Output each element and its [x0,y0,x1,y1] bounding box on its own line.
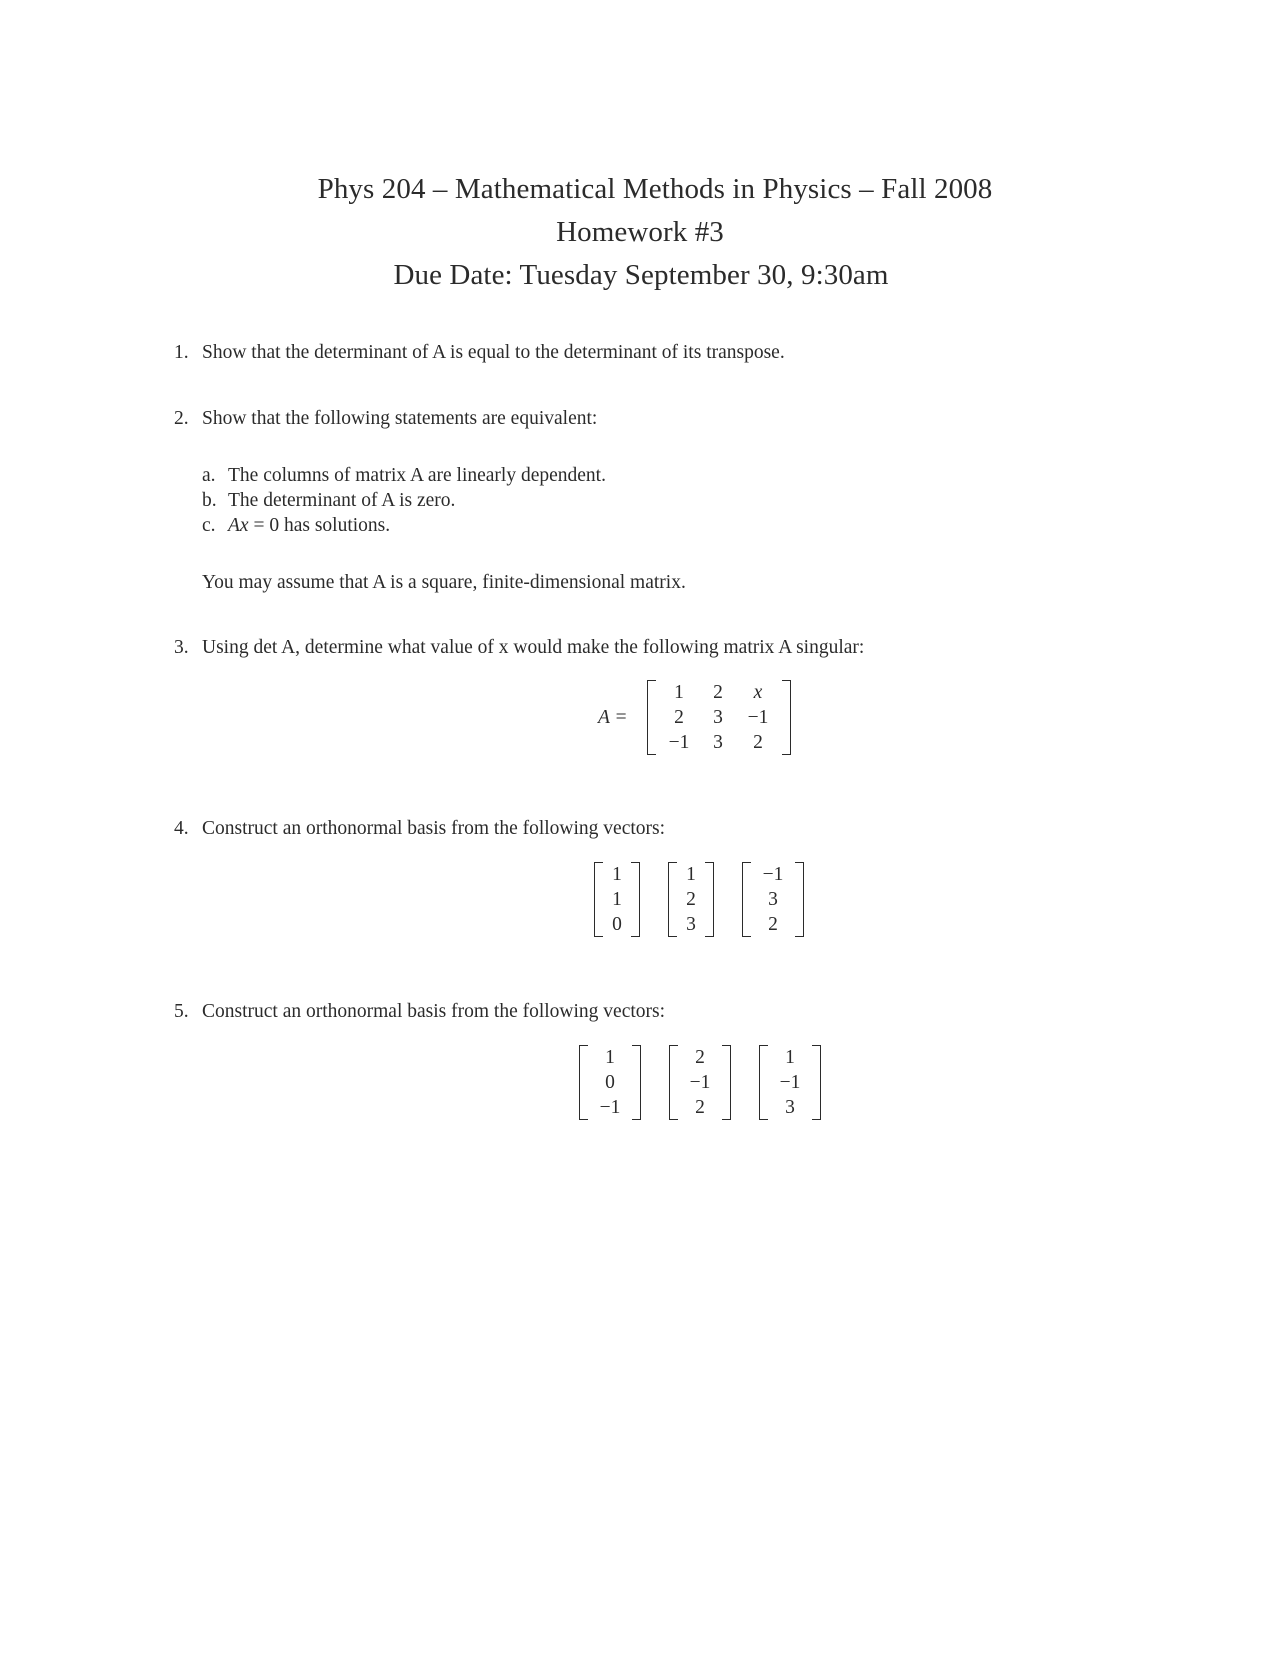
vector-entry: 2 [686,889,696,910]
vector-entry: 1 [612,864,622,885]
vector-body [677,862,705,937]
problem-3 [174,635,864,660]
matrix-cell: 2 [674,707,684,728]
vector-entry: 3 [686,914,696,935]
left-bracket [668,862,677,937]
vector-4-1 [594,862,640,937]
vector-4-3 [742,862,804,937]
matrix-cell: −1 [747,707,769,728]
vector-4-2 [668,862,714,937]
right-bracket [812,1045,821,1120]
vector-entry: 1 [785,1047,795,1068]
problem-number: 1. [174,342,189,363]
vector-entry: 0 [612,914,622,935]
right-bracket [722,1045,731,1120]
matrix-cell: x [753,682,763,703]
left-bracket [579,1045,588,1120]
statement-b [202,488,455,513]
math-ax: Ax [228,515,249,536]
problem-number: 4. [174,818,189,839]
vector-body [678,1045,722,1120]
vector-entry: −1 [599,1097,621,1118]
matrix-cell: 1 [674,682,684,703]
problem-text: Show that the following statements are equivalent: [202,408,598,429]
vector-entry: 2 [768,914,778,935]
document-header [0,168,1280,297]
course-title: Phys 204 – Mathematical Methods in Physics – Fall 2008 [317,173,993,205]
right-bracket [705,862,714,937]
statement-text: The columns of matrix A are linearly dependent. [228,465,606,486]
matrix-cell: 2 [753,732,763,753]
problem-1 [174,340,785,365]
problem-number: 5. [174,1001,189,1022]
matrix-cell: −1 [668,732,690,753]
due-date: Due Date: Tuesday September 30, 9:30am [393,259,889,291]
right-bracket [782,680,791,755]
math-equals-zero: = 0 [248,515,280,536]
statement-label: a. [202,465,216,486]
vector-entry: 2 [695,1097,705,1118]
left-bracket [742,862,751,937]
matrix-cell: 3 [713,707,723,728]
matrix-label-text: A = [598,707,628,728]
vector-entry: 2 [695,1047,705,1068]
statement-a [202,463,606,488]
statement-text: The determinant of A is zero. [228,490,456,511]
vector-body [588,1045,632,1120]
vector-entry: 0 [605,1072,615,1093]
problem-text: Using det A, determine what value of x would make the following matrix A singular: [202,637,865,658]
right-bracket [795,862,804,937]
matrix-cell: 3 [713,732,723,753]
vector-body [603,862,631,937]
problem-number: 3. [174,637,189,658]
vector-entry: 3 [785,1097,795,1118]
right-bracket [631,862,640,937]
statement-label: c. [202,515,216,536]
vector-entry: −1 [762,864,784,885]
vector-5-2 [669,1045,731,1120]
left-bracket [647,680,656,755]
problem-text: Construct an orthonormal basis from the following vectors: [202,818,666,839]
problem-text: Construct an orthonormal basis from the following vectors: [202,1001,666,1022]
problem-2-note: You may assume that A is a square, finite-dimensional matrix. [202,572,686,593]
vector-5-3 [759,1045,821,1120]
problem-number: 2. [174,408,189,429]
statement-text: has solutions. [279,515,391,536]
statement-label: b. [202,490,217,511]
vector-entry: 1 [605,1047,615,1068]
vector-body [768,1045,812,1120]
right-bracket [632,1045,641,1120]
problem-2 [174,406,597,431]
matrix-a [647,680,791,755]
matrix-cell: 2 [713,682,723,703]
vector-entry: 3 [768,889,778,910]
matrix-label [598,705,628,730]
vector-entry: −1 [779,1072,801,1093]
vector-entry: 1 [686,864,696,885]
problem-4 [174,816,665,841]
left-bracket [594,862,603,937]
matrix-body [656,680,782,755]
vector-entry: −1 [689,1072,711,1093]
statement-c [202,513,390,538]
left-bracket [759,1045,768,1120]
homework-title: Homework #3 [556,216,724,248]
vector-5-1 [579,1045,641,1120]
problem-5 [174,999,665,1024]
left-bracket [669,1045,678,1120]
vector-body [751,862,795,937]
problem-text: Show that the determinant of A is equal to the determinant of its transpose. [202,342,785,363]
vector-entry: 1 [612,889,622,910]
